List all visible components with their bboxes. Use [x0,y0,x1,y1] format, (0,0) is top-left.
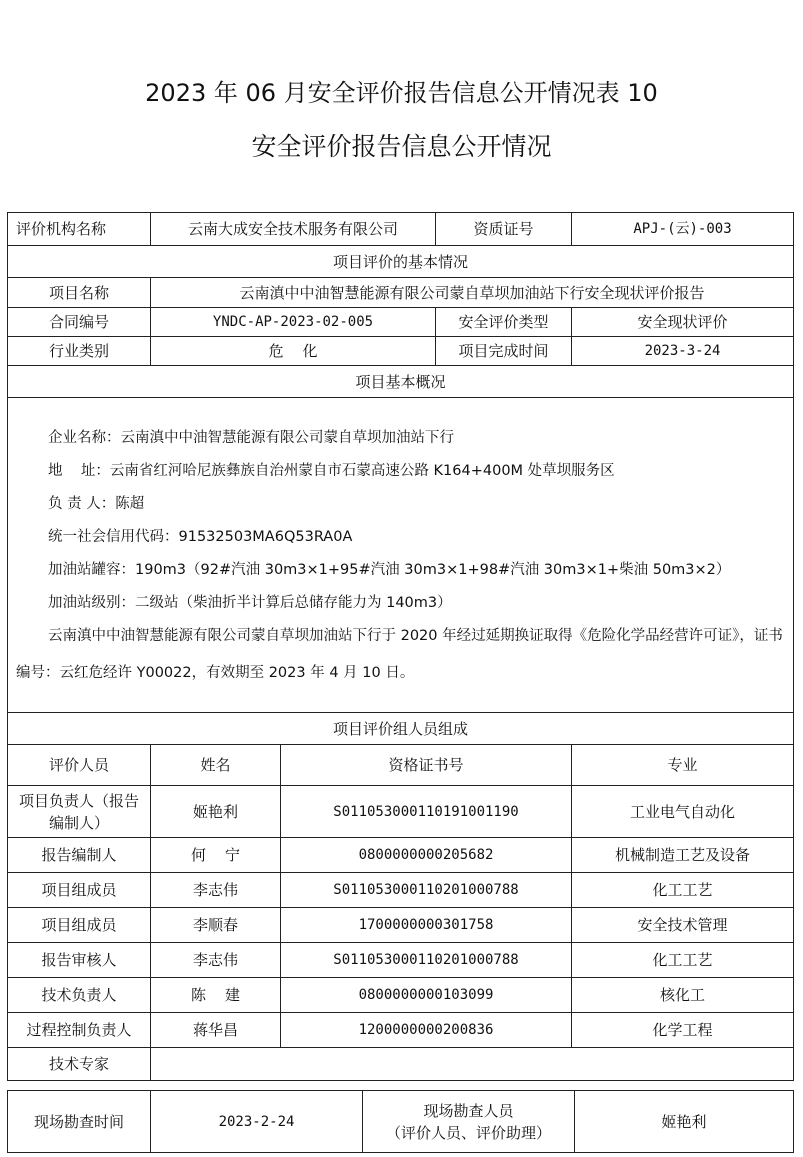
member-major: 安全技术管理 [572,908,794,943]
overview-credit-code: 统一社会信用代码：91532503MA6Q53RA0A [48,528,353,545]
org-row [8,213,794,246]
contract-label: 合同编号 [8,308,151,337]
member-name: 李志伟 [151,873,281,908]
team-header-role: 评价人员 [8,745,151,786]
member-role: 技术负责人 [8,978,151,1013]
complete-time-value: 2023-3-24 [572,337,794,366]
document-title: 2023 年 06 月安全评价报告信息公开情况表 10 [145,79,658,107]
team-section-title: 项目评价组人员组成 [8,713,794,745]
member-major: 化工工艺 [572,873,794,908]
team-header-name: 姓名 [151,745,281,786]
survey-staff-label-line1: 现场勘查人员 [423,1101,514,1120]
basic-section-title: 项目评价的基本情况 [8,246,794,278]
survey-staff-value: 姬艳利 [575,1091,794,1153]
expert-label: 技术专家 [8,1048,151,1081]
industry-label: 行业类别 [8,337,151,366]
member-name: 陈 建 [151,978,281,1013]
project-name-row [8,278,794,308]
member-role: 过程控制负责人 [8,1013,151,1048]
member-cert: 0800000000103099 [281,978,572,1013]
member-major: 机械制造工艺及设备 [572,838,794,873]
expert-row [8,1048,794,1081]
overview-tank-capacity: 加油站罐容：190m3（92#汽油 30m3×1+95#汽油 30m3×1+98#汽油 30m3×1+柴油 50m3×2） [48,561,731,578]
industry-value: 危 化 [151,337,436,366]
member-major: 化学工程 [572,1013,794,1048]
member-role: 项目组成员 [8,873,151,908]
overview-section-title: 项目基本概况 [8,366,794,398]
eval-type-label: 安全评价类型 [436,308,572,337]
member-name: 何 宁 [151,838,281,873]
member-cert: S011053000110201000788 [281,873,572,908]
member-name: 李顺春 [151,908,281,943]
member-cert: 1200000000200836 [281,1013,572,1048]
survey-time-label: 现场勘查时间 [8,1091,151,1153]
member-role: 报告审核人 [8,943,151,978]
eval-type-value: 安全现状评价 [572,308,794,337]
member-major: 工业电气自动化 [572,786,794,838]
project-name-label: 项目名称 [8,278,151,308]
team-header-major: 专业 [572,745,794,786]
team-header-cert: 资格证书号 [281,745,572,786]
overview-person-in-charge: 负 责 人：陈超 [48,495,145,512]
table-row [8,978,794,1013]
table-row [8,943,794,978]
survey-staff-label [363,1091,575,1153]
org-label: 评价机构名称 [8,213,151,246]
member-name: 李志伟 [151,943,281,978]
survey-staff-label-line2: （评价人员、评价助理） [385,1123,551,1142]
table-row [8,908,794,943]
complete-time-label: 项目完成时间 [436,337,572,366]
member-cert: 1700000000301758 [281,908,572,943]
member-cert: S011053000110201000788 [281,943,572,978]
member-role: 项目组成员 [8,908,151,943]
industry-row [8,337,794,366]
table-row [8,1013,794,1048]
org-value: 云南大成安全技术服务有限公司 [151,213,436,246]
table-row [8,838,794,873]
survey-table [7,1090,794,1153]
cert-label: 资质证号 [436,213,572,246]
cert-value: APJ-(云)-003 [572,213,794,246]
member-role: 项目负责人（报告编制人） [8,786,151,838]
member-role: 报告编制人 [8,838,151,873]
table-row [8,873,794,908]
overview-address: 地 址：云南省红河哈尼族彝族自治州蒙自市石蒙高速公路 K164+400M 处草坝服务区 [48,462,615,479]
overview-content [8,398,794,713]
member-name: 姬艳利 [151,786,281,838]
expert-value [151,1048,794,1081]
survey-time-value: 2023-2-24 [151,1091,363,1153]
member-cert: 0800000000205682 [281,838,572,873]
overview-company-name: 企业名称：云南滇中中油智慧能源有限公司蒙自草坝加油站下行 [48,429,454,446]
contract-value: YNDC-AP-2023-02-005 [151,308,436,337]
contract-row [8,308,794,337]
member-cert: S011053000110191001190 [281,786,572,838]
member-name: 蒋华昌 [151,1013,281,1048]
member-major: 化工工艺 [572,943,794,978]
team-header-row [8,745,794,786]
member-major: 核化工 [572,978,794,1013]
overview-license-paragraph: 云南滇中中油智慧能源有限公司蒙自草坝加油站下行于 2020 年经过延期换证取得《危险化学品经营许可证》，证书编号：云红危经许 Y00022，有效期至 2023 年 4 月 10 日。 [16,627,783,681]
disclosure-table [7,212,794,1081]
document-subtitle: 安全评价报告信息公开情况 [251,132,552,161]
survey-row [8,1091,794,1153]
table-row [8,786,794,838]
project-name-value: 云南滇中中油智慧能源有限公司蒙自草坝加油站下行安全现状评价报告 [151,278,794,308]
overview-station-level: 加油站级别：二级站（柴油折半计算后总储存能力为 140m3） [48,594,452,611]
